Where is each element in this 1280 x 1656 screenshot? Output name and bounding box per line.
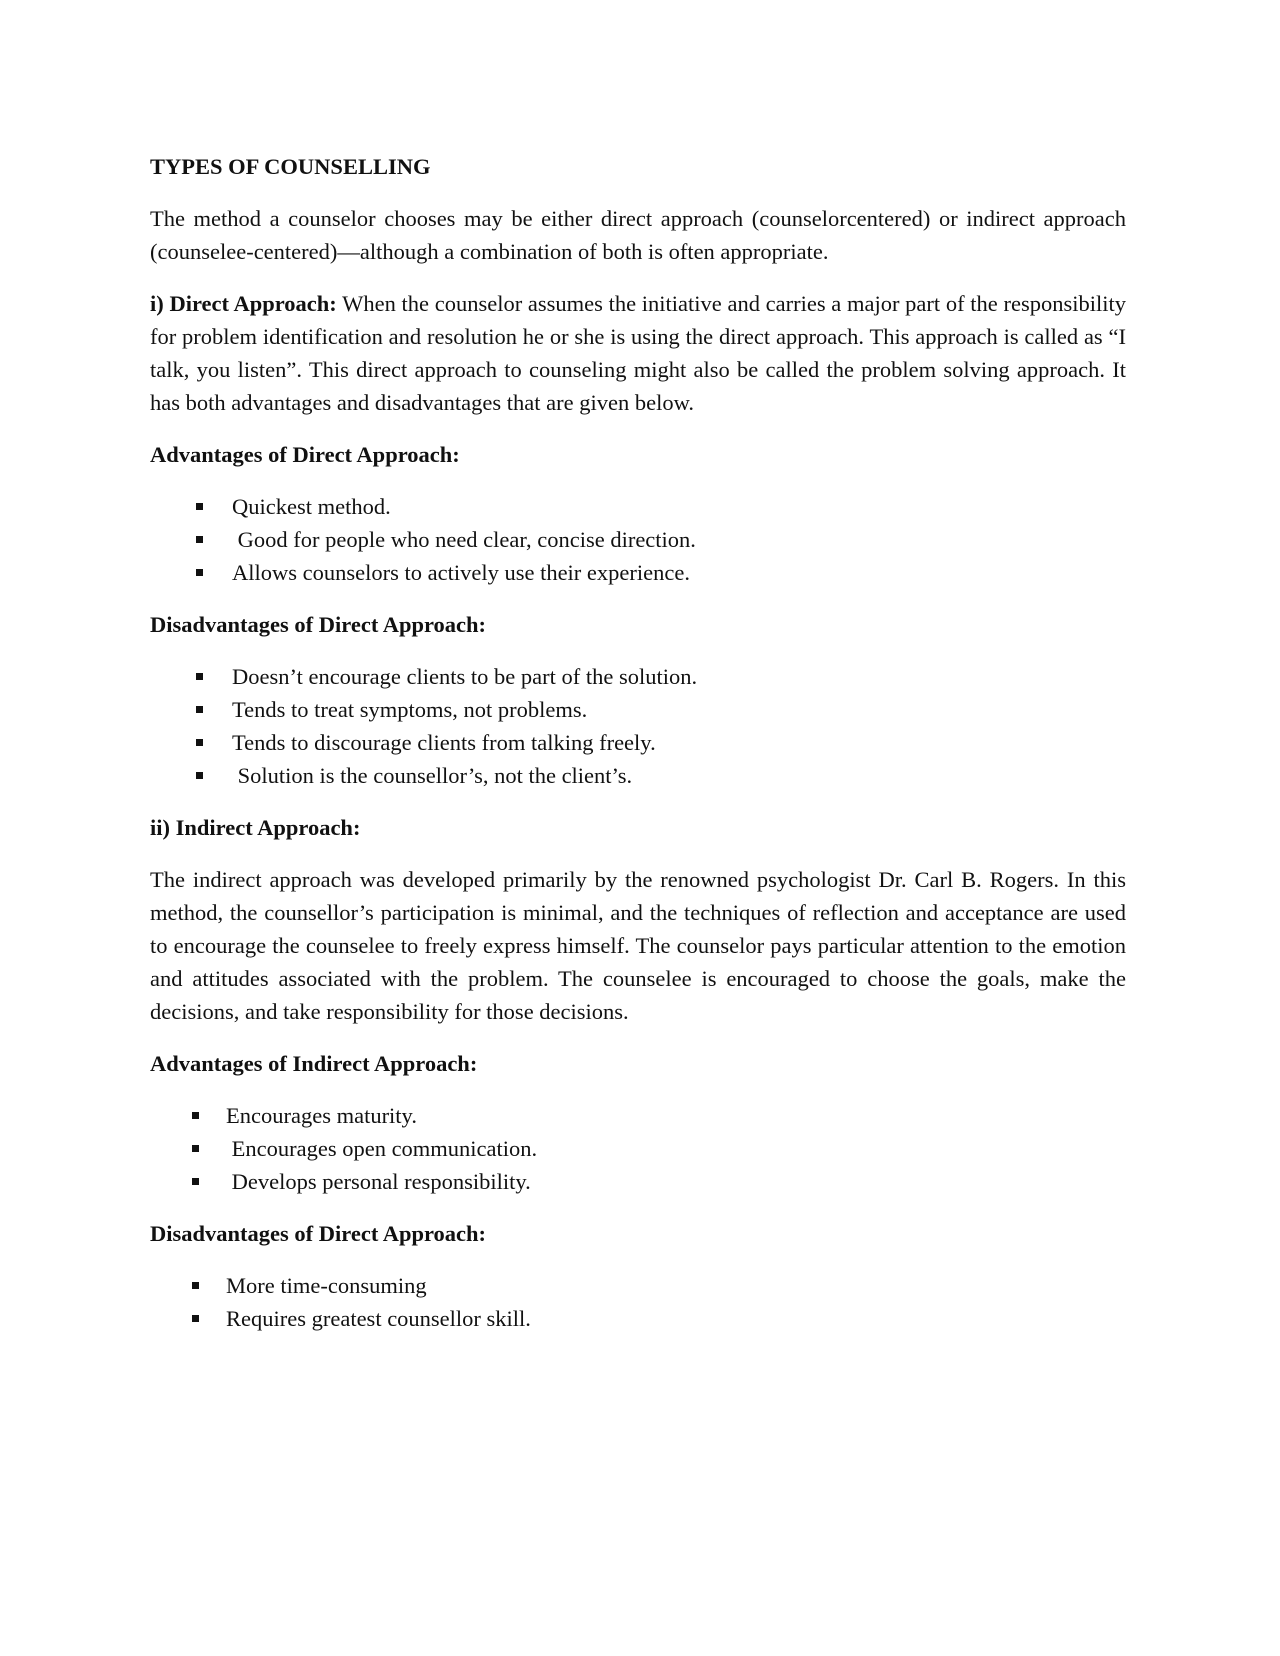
list-item: Tends to treat symptoms, not problems. — [150, 693, 1126, 726]
list-item: Encourages maturity. — [150, 1099, 1126, 1132]
square-bullet-icon — [196, 569, 203, 576]
indirect-advantages-heading: Advantages of Indirect Approach: — [150, 1051, 478, 1076]
intro-paragraph: The method a counselor chooses may be either direct approach (counselorcentered) or indirect approach (counselee-centered)—although a combination of both is often appropriate. — [150, 206, 1126, 264]
direct-disadvantages-list — [150, 660, 1126, 792]
square-bullet-icon — [196, 503, 203, 510]
list-item: Tends to discourage clients from talking freely. — [150, 726, 1126, 759]
list-item: Solution is the counsellor’s, not the client’s. — [150, 759, 1126, 792]
direct-approach-text: When the counselor assumes the initiative and carries a major part of the responsibility for problem identification and resolution he or she is using the direct approach. This approach is called as “I talk, you listen”. This direct approach to counseling might also be called the problem solving approach. It has both advantages and disadvantages that are given below. — [150, 291, 1126, 415]
square-bullet-icon — [192, 1145, 199, 1152]
indirect-approach-heading: ii) Indirect Approach: — [150, 815, 361, 840]
list-item: Good for people who need clear, concise direction. — [150, 523, 1126, 556]
square-bullet-icon — [196, 536, 203, 543]
square-bullet-icon — [196, 706, 203, 713]
list-item: Requires greatest counsellor skill. — [150, 1302, 1126, 1335]
list-item: Encourages open communication. — [150, 1132, 1126, 1165]
list-item: Quickest method. — [150, 490, 1126, 523]
list-item: Doesn’t encourage clients to be part of the solution. — [150, 660, 1126, 693]
indirect-advantages-list — [150, 1099, 1126, 1198]
square-bullet-icon — [196, 772, 203, 779]
direct-advantages-heading: Advantages of Direct Approach: — [150, 442, 460, 467]
indirect-disadvantages-list — [150, 1269, 1126, 1335]
square-bullet-icon — [192, 1112, 199, 1119]
list-item: Develops personal responsibility. — [150, 1165, 1126, 1198]
document-title: TYPES OF COUNSELLING — [150, 154, 431, 179]
square-bullet-icon — [192, 1315, 199, 1322]
direct-advantages-list — [150, 490, 1126, 589]
direct-disadvantages-heading: Disadvantages of Direct Approach: — [150, 612, 487, 637]
square-bullet-icon — [192, 1282, 199, 1289]
indirect-disadvantages-heading: Disadvantages of Direct Approach: — [150, 1221, 487, 1246]
square-bullet-icon — [192, 1178, 199, 1185]
list-item: Allows counselors to actively use their experience. — [150, 556, 1126, 589]
list-item: More time-consuming — [150, 1269, 1126, 1302]
square-bullet-icon — [196, 673, 203, 680]
square-bullet-icon — [196, 739, 203, 746]
direct-approach-lead: i) Direct Approach: — [150, 291, 337, 316]
direct-approach-paragraph — [150, 287, 1126, 419]
indirect-approach-paragraph: The indirect approach was developed primarily by the renowned psychologist Dr. Carl B. Rogers. In this method, the counsellor’s participation is minimal, and the techniques of reflection and acceptance are used to encourage the counselee to freely express himself. The counselor pays particular attention to the emotion and attitudes associated with the problem. The counselee is encouraged to choose the goals, make the decisions, and take responsibility for those decisions. — [150, 867, 1126, 1024]
document-page — [150, 150, 1126, 1354]
